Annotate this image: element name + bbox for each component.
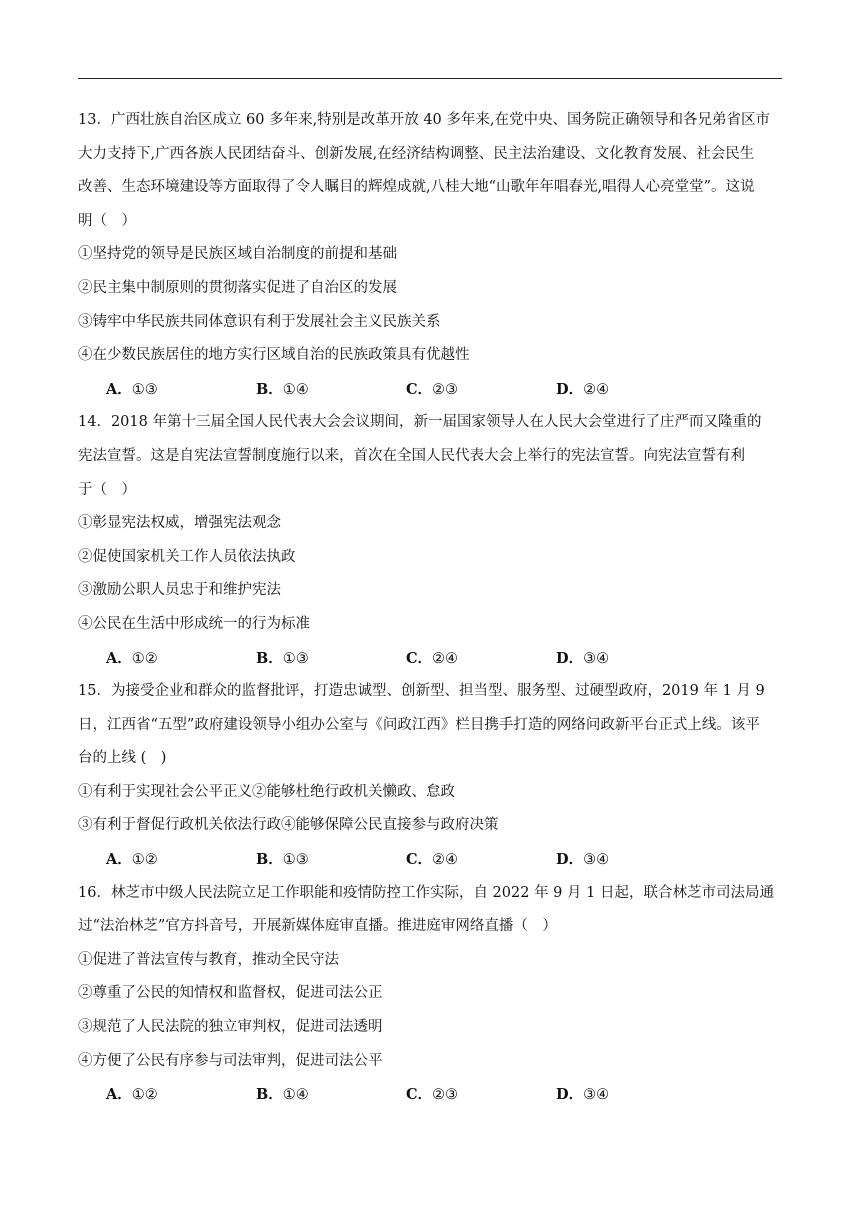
option-b: B．①③ — [256, 649, 309, 667]
answer-options — [78, 373, 782, 407]
option-a: A．①② — [106, 1086, 158, 1104]
statement: ④在少数民族居住的地方实行区域自治的民族政策具有优越性 — [78, 347, 470, 364]
question-list — [78, 104, 782, 1112]
statement: ③有利于督促行政机关依法行政④能够保障公民直接参与政府决策 — [78, 817, 499, 834]
option-c: C．②④ — [406, 851, 459, 869]
option-d: D．③④ — [556, 649, 610, 667]
statement: ④方便了公民有序参与司法审判，促进司法公平 — [78, 1052, 383, 1069]
statement: ④公民在生活中形成统一的行为标准 — [78, 615, 310, 632]
option-c: C．②③ — [406, 380, 459, 398]
option-b: B．①③ — [256, 851, 309, 869]
option-a: A．①③ — [106, 380, 158, 398]
question-stem-line: 15．为接受企业和群众的监督批评，打造忠诚型、创新型、担当型、服务型、过硬型政府，2019 年 1 月 9 — [78, 683, 765, 700]
option-a: A．①② — [106, 649, 158, 667]
question-stem-line: 14．2018 年第十三届全国人民代表大会会议期间，新一届国家领导人在人民大会堂进行了庄严而又隆重的 — [78, 414, 762, 431]
statement: ①促进了普法宣传与教育，推动全民守法 — [78, 951, 339, 968]
question-stem-line: 改善、生态环境建设等方面取得了令人瞩目的辉煌成就,八桂大地“山歌年年唱春光,唱得人心亮堂堂”。这说 — [78, 179, 755, 196]
question-stem-line: 大力支持下,广西各族人民团结奋斗、创新发展,在经济结构调整、民主法治建设、文化教育发展、社会民生 — [78, 145, 755, 162]
option-d: D．③④ — [556, 1086, 610, 1104]
question-stem-line: 于（ ） — [78, 481, 136, 498]
option-c: C．②③ — [406, 1086, 459, 1104]
question-14 — [78, 406, 782, 675]
question-stem-line: 16．林芝市中级人民法院立足工作职能和疫情防控工作实际，自 2022 年 9 月 1 日起，联合林芝市司法局通 — [78, 884, 774, 901]
option-a: A．①② — [106, 851, 158, 869]
question-stem-line: 宪法宣誓。这是自宪法宣誓制度施行以来，首次在全国人民代表大会上举行的宪法宣誓。向宪法宣誓有利 — [78, 447, 745, 464]
statement: ②促使国家机关工作人员依法执政 — [78, 548, 296, 565]
question-stem-line: 日，江西省“五型”政府建设领导小组办公室与《问政江西》栏目携手打造的网络问政新平台正式上线。该平 — [78, 716, 760, 733]
question-stem-line: 过“法治林芝”官方抖音号，开展新媒体庭审直播。推进庭审网络直播（ ） — [78, 918, 557, 935]
answer-options — [78, 843, 782, 877]
option-b: B．①④ — [256, 1086, 309, 1104]
statement: ②尊重了公民的知情权和监督权，促进司法公正 — [78, 985, 383, 1002]
statement: ③激励公职人员忠于和维护宪法 — [78, 582, 281, 599]
header-rule — [78, 78, 782, 79]
answer-options — [78, 1078, 782, 1112]
statement: ①坚持党的领导是民族区域自治制度的前提和基础 — [78, 246, 397, 263]
option-b: B．①④ — [256, 380, 309, 398]
statement: ③规范了人民法院的独立审判权，促进司法透明 — [78, 1019, 383, 1036]
statement: ①有利于实现社会公平正义②能够杜绝行政机关懒政、怠政 — [78, 783, 455, 800]
statement: ②民主集中制原则的贯彻落实促进了自治区的发展 — [78, 279, 397, 296]
question-15 — [78, 675, 782, 877]
question-stem-line: 明（ ） — [78, 212, 136, 229]
option-c: C．②④ — [406, 649, 459, 667]
question-16 — [78, 877, 782, 1112]
question-stem-line: 台的上线 ( ) — [78, 750, 167, 767]
question-13 — [78, 104, 782, 406]
statement: ①彰显宪法权威，增强宪法观念 — [78, 515, 281, 532]
statement: ③铸牢中华民族共同体意识有利于发展社会主义民族关系 — [78, 313, 441, 330]
option-d: D．②④ — [556, 380, 610, 398]
question-stem-line: 13．广西壮族自治区成立 60 多年来,特别是改革开放 40 多年来,在党中央、国务院正确领导和各兄弟省区市 — [78, 112, 771, 128]
answer-options — [78, 642, 782, 676]
option-d: D．③④ — [556, 851, 610, 869]
